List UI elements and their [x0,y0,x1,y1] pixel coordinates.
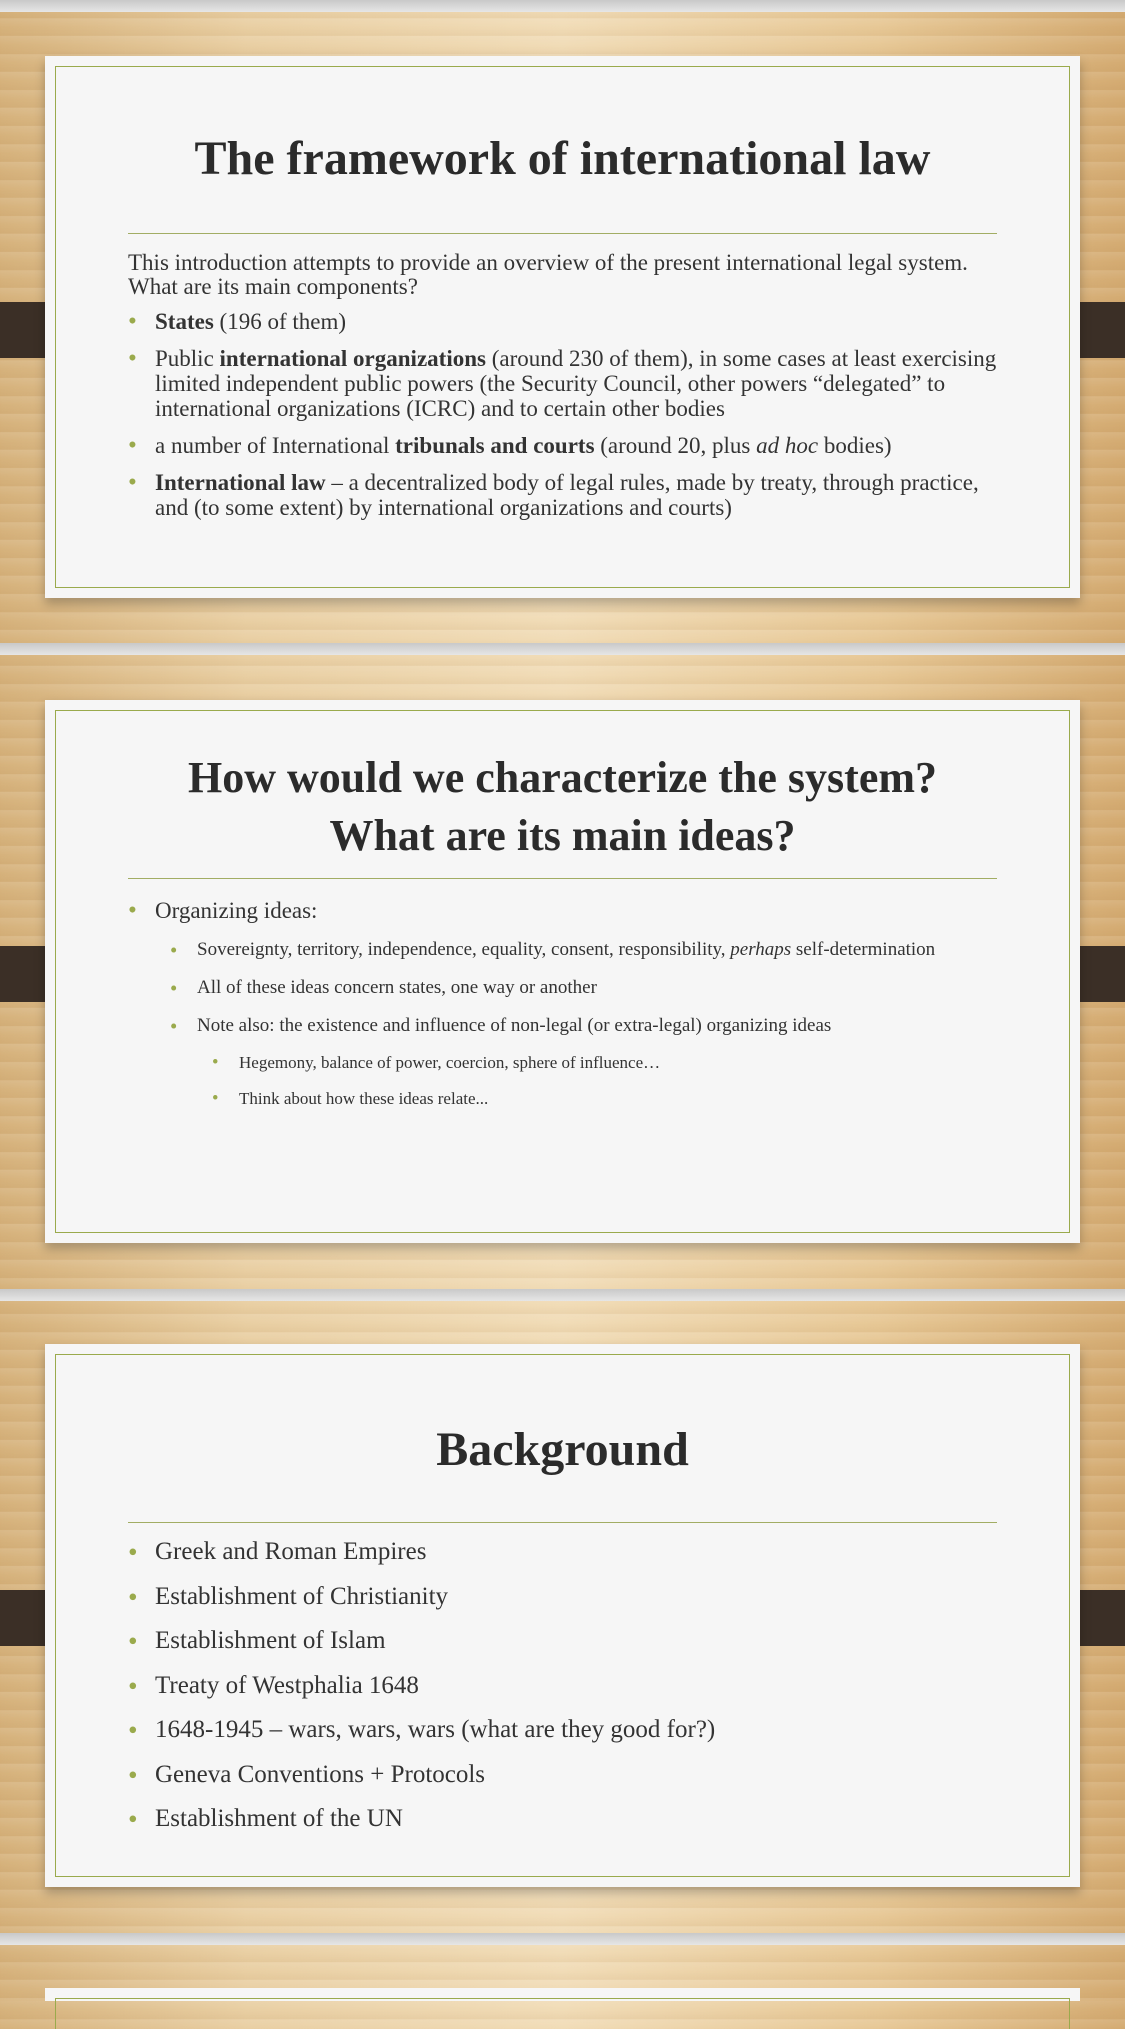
slide-content [128,1537,997,1849]
intro-text: This introduction attempts to provide an overview of the present international legal system. What are its main components? [128,250,968,299]
separator-band [0,643,1125,655]
item-text: (196 of them) [213,309,346,334]
item-text: – a decentralized body of legal rules, made by treaty, through practice, and (to some extent) by international organizations and courts) [155,470,979,520]
bullet-list [128,1537,997,1834]
separator-band [0,1289,1125,1301]
item-text: self-determination [791,939,936,960]
top-band [0,0,1125,12]
item-text: a number of International [155,433,396,458]
bold-term: International law [155,470,326,495]
list-item: • All of these ideas concern states, one way or another [170,974,997,1002]
slide-content [128,251,997,532]
title-rule [128,1522,997,1523]
bold-term: tribunals and courts [395,433,595,458]
italic-term: ad hoc [756,433,819,458]
list-item: • 1648-1945 – wars, wars, wars (what are they good for?) [128,1715,997,1745]
item-text: bodies) [818,433,892,458]
slide-title: Background [436,1423,689,1476]
slide-title [45,749,1080,865]
list-item: • Think about how these ideas relate... [212,1086,997,1112]
list-item [128,309,997,334]
bold-term: international organizations [219,346,486,371]
bold-term: States [155,309,214,334]
list-item: • Treaty of Westphalia 1648 [128,1671,997,1701]
list-item: • Greek and Roman Empires [128,1537,997,1567]
slide-content [128,897,997,1122]
slide-4-partial[interactable] [45,1988,1080,2001]
list-item: • Organizing ideas: [128,897,997,924]
item-text: Public [155,346,220,371]
list-item: • Hegemony, balance of power, coercion, sphere of influence… [212,1050,997,1076]
separator-band [0,1933,1125,1945]
slide-1[interactable] [45,56,1080,598]
slide-frame [55,1998,1070,2029]
item-text: (around 230 of them), in some cases at least exercising limited independent public powers (the Security Council, other powers “delegated” to international organizations (ICRC) and to certain other bodies [155,346,997,421]
slide-title: The framework of international law [194,132,931,185]
title-rule [128,233,997,234]
list-item: • Establishment of the UN [128,1804,997,1834]
list-item [170,936,997,964]
list-item [128,433,997,458]
slide-title-line: What are its main ideas? [329,811,796,860]
bullet-list [128,309,997,520]
slide-title-line: How would we characterize the system? [187,753,938,802]
title-rule [128,878,997,879]
italic-term: perhaps [730,939,792,960]
list-item: • Establishment of Christianity [128,1582,997,1612]
slide-2[interactable] [45,700,1080,1243]
list-item: • Establishment of Islam [128,1626,997,1656]
list-item: • Note also: the existence and influence of non-legal (or extra-legal) organizing ideas [170,1012,997,1040]
slide-3[interactable] [45,1344,1080,1887]
item-text: (around 20, plus [594,433,757,458]
list-item [128,346,997,421]
item-text: Sovereignty, territory, independence, equality, consent, responsibility, [197,939,731,960]
list-item: • Geneva Conventions + Protocols [128,1760,997,1790]
list-item [128,470,997,520]
bullet-list [128,897,997,1112]
